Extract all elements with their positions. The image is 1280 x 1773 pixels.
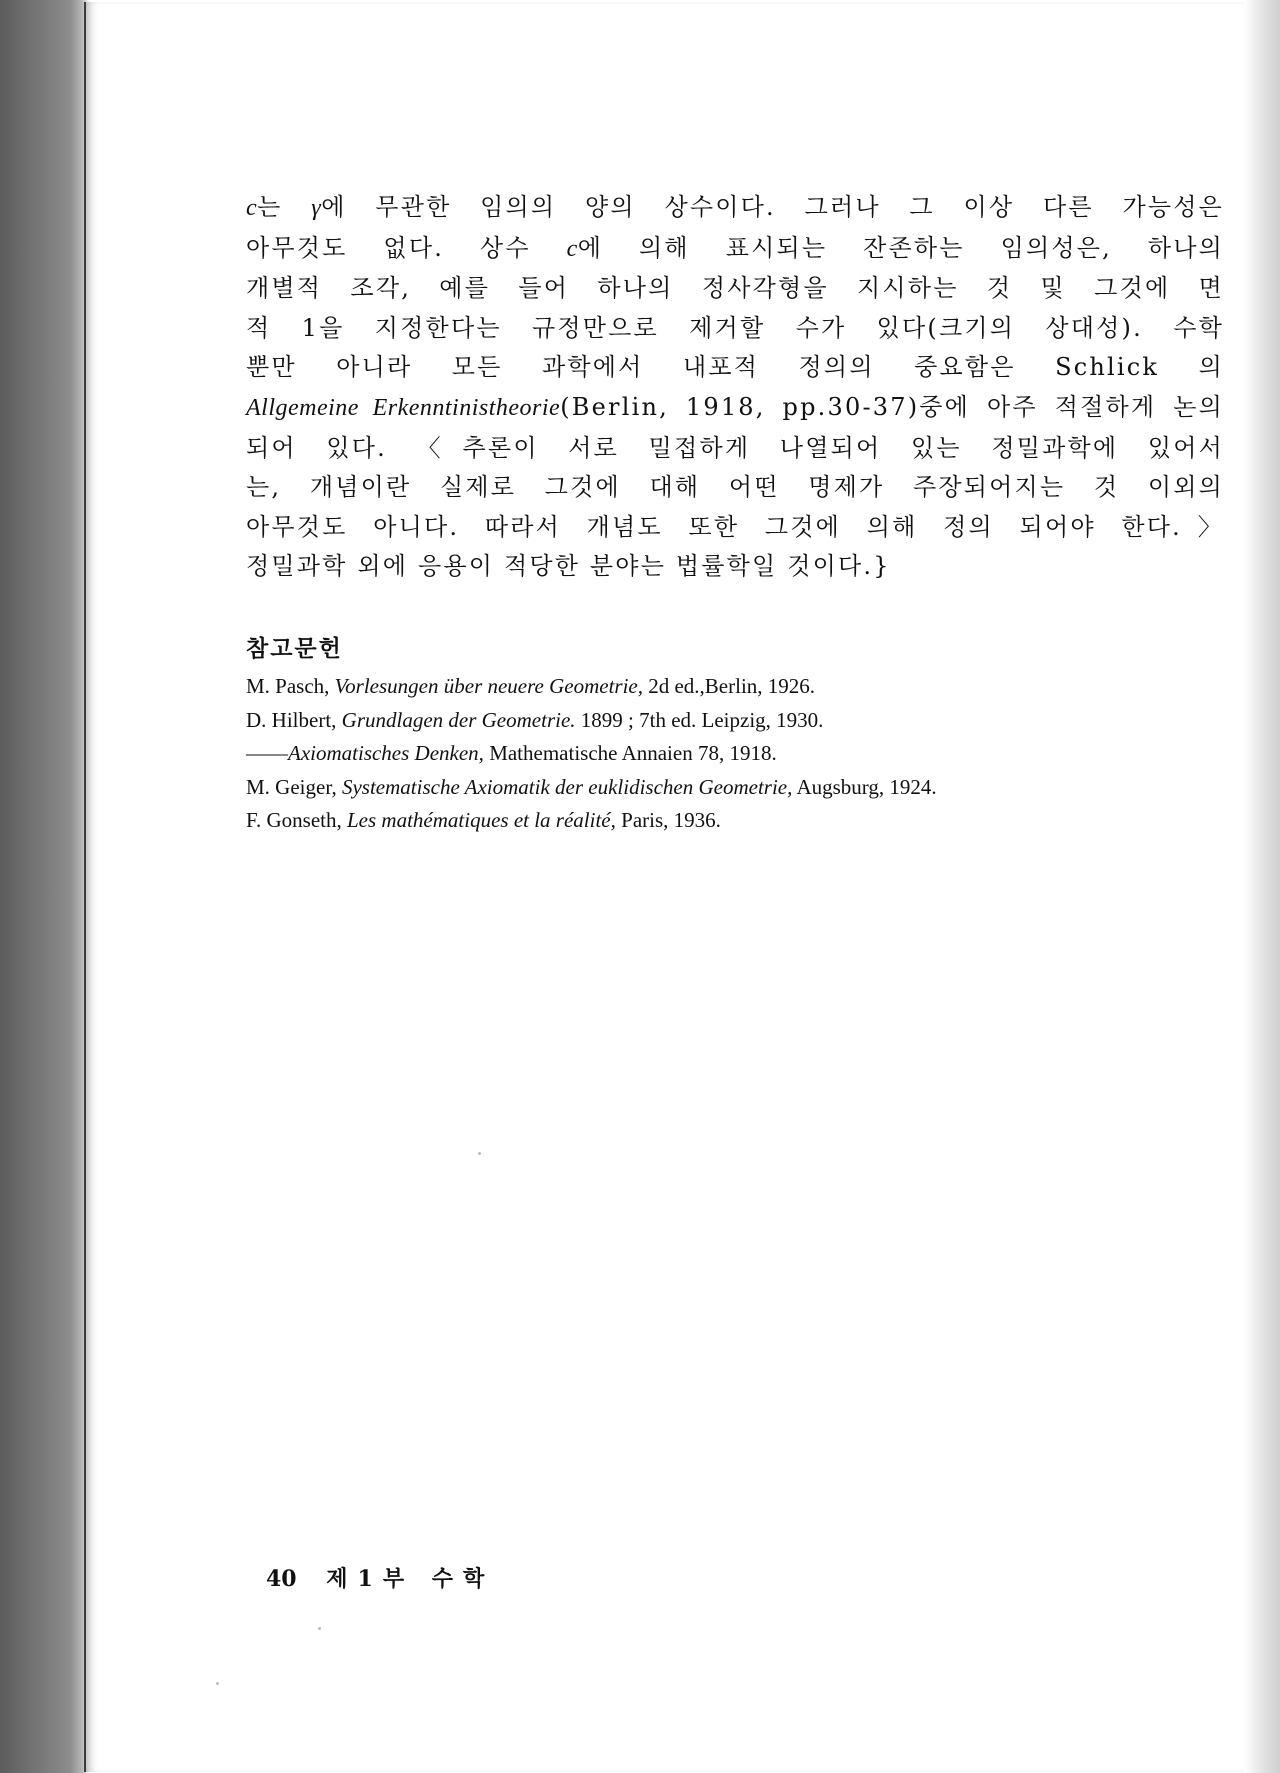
text-line xyxy=(246,309,1224,349)
reference-title: Les mathématiques et la réalité, xyxy=(347,808,616,832)
page-edge-shadow xyxy=(1244,0,1280,1773)
text-line xyxy=(246,229,1224,270)
text-segment: 되어 있다. 〈추론이 서로 밀접하게 나열되어 있는 정밀과학에 있어서 xyxy=(246,433,1224,462)
text-line xyxy=(246,468,1224,508)
dust-speck xyxy=(478,1152,481,1155)
text-segment: 적 1을 지정한다는 규정만으로 제거할 수가 있다(크기의 상대성). 수학 xyxy=(246,313,1224,342)
references-list xyxy=(246,670,937,838)
section-title: 제1부 수학 xyxy=(326,1566,495,1592)
text-segment: 정밀과학 외에 응용이 적당한 분야는 법률학일 것이다.} xyxy=(246,552,891,581)
reference-details: 2d ed.,Berlin, 1926. xyxy=(648,674,816,698)
reference-item xyxy=(246,704,937,738)
reference-item xyxy=(246,737,937,771)
page-number: 40 xyxy=(266,1566,297,1592)
text-line xyxy=(246,269,1224,309)
reference-details: Augsburg, 1924. xyxy=(796,774,937,799)
text-line xyxy=(246,388,1224,429)
italic-text: Allgemeine Erkenntinistheorie xyxy=(246,394,561,421)
reference-title: Axiomatisches Denken, xyxy=(288,741,484,765)
reference-details: 1899 ; 7th ed. Leipzig, 1930. xyxy=(580,707,824,732)
book-page xyxy=(84,2,1246,1772)
text-segment: 아무것도 아니다. 따라서 개념도 또한 그것에 의해 정의 되어야 한다.〉 xyxy=(246,512,1224,541)
dust-speck xyxy=(318,1627,321,1630)
text-segment: 에 무관한 임의의 양의 상수이다. 그러나 그 이상 다른 가능성은 xyxy=(321,193,1224,221)
text-line xyxy=(246,188,1224,229)
reference-details: Mathematische Annaien 78, 1918. xyxy=(489,741,777,765)
text-line xyxy=(246,429,1224,469)
text-line xyxy=(246,348,1224,388)
references-heading: 참고문헌 xyxy=(246,635,343,662)
reference-title: Grundlagen der Geometrie. xyxy=(341,707,576,732)
text-segment: (Berlin, 1918, pp.30-37)중에 아주 적절하게 논의 xyxy=(560,392,1224,421)
reference-item xyxy=(246,771,937,805)
text-segment: 아무것도 없다. 상수 xyxy=(246,233,567,262)
italic-text: c xyxy=(246,195,258,221)
page-footer xyxy=(266,1562,494,1593)
reference-author: F. Gonseth, xyxy=(246,808,342,832)
reference-author: M. Pasch, xyxy=(246,674,330,698)
reference-author: —— xyxy=(246,741,288,765)
text-line xyxy=(246,508,1224,548)
reference-item xyxy=(246,804,937,838)
italic-text: γ xyxy=(311,195,322,221)
text-segment: 에 의해 표시되는 잔존하는 임의성은, 하나의 xyxy=(577,233,1225,262)
reference-item xyxy=(246,670,937,704)
text-line xyxy=(246,547,1224,587)
text-segment: 는, 개념이란 실제로 그것에 대해 어떤 명제가 주장되어지는 것 이외의 xyxy=(246,473,1224,502)
dust-speck xyxy=(216,1682,219,1685)
reference-author: M. Geiger, xyxy=(246,774,337,799)
reference-title: Systematische Axiomatik der euklidischen Geometrie, xyxy=(341,774,793,799)
text-segment: 뿐만 아니라 모든 과학에서 내포적 정의의 중요함은 Schlick 의 xyxy=(246,353,1224,382)
text-segment: 는 xyxy=(257,193,312,221)
reference-title: Vorlesungen über neuere Geometrie, xyxy=(334,674,643,698)
italic-text: c xyxy=(566,235,578,262)
reference-author: D. Hilbert, xyxy=(246,707,337,732)
reference-details: Paris, 1936. xyxy=(621,808,721,832)
body-paragraph xyxy=(246,188,1224,587)
text-segment: 개별적 조각, 예를 들어 하나의 정사각형을 지시하는 것 및 그것에 면 xyxy=(246,274,1224,303)
